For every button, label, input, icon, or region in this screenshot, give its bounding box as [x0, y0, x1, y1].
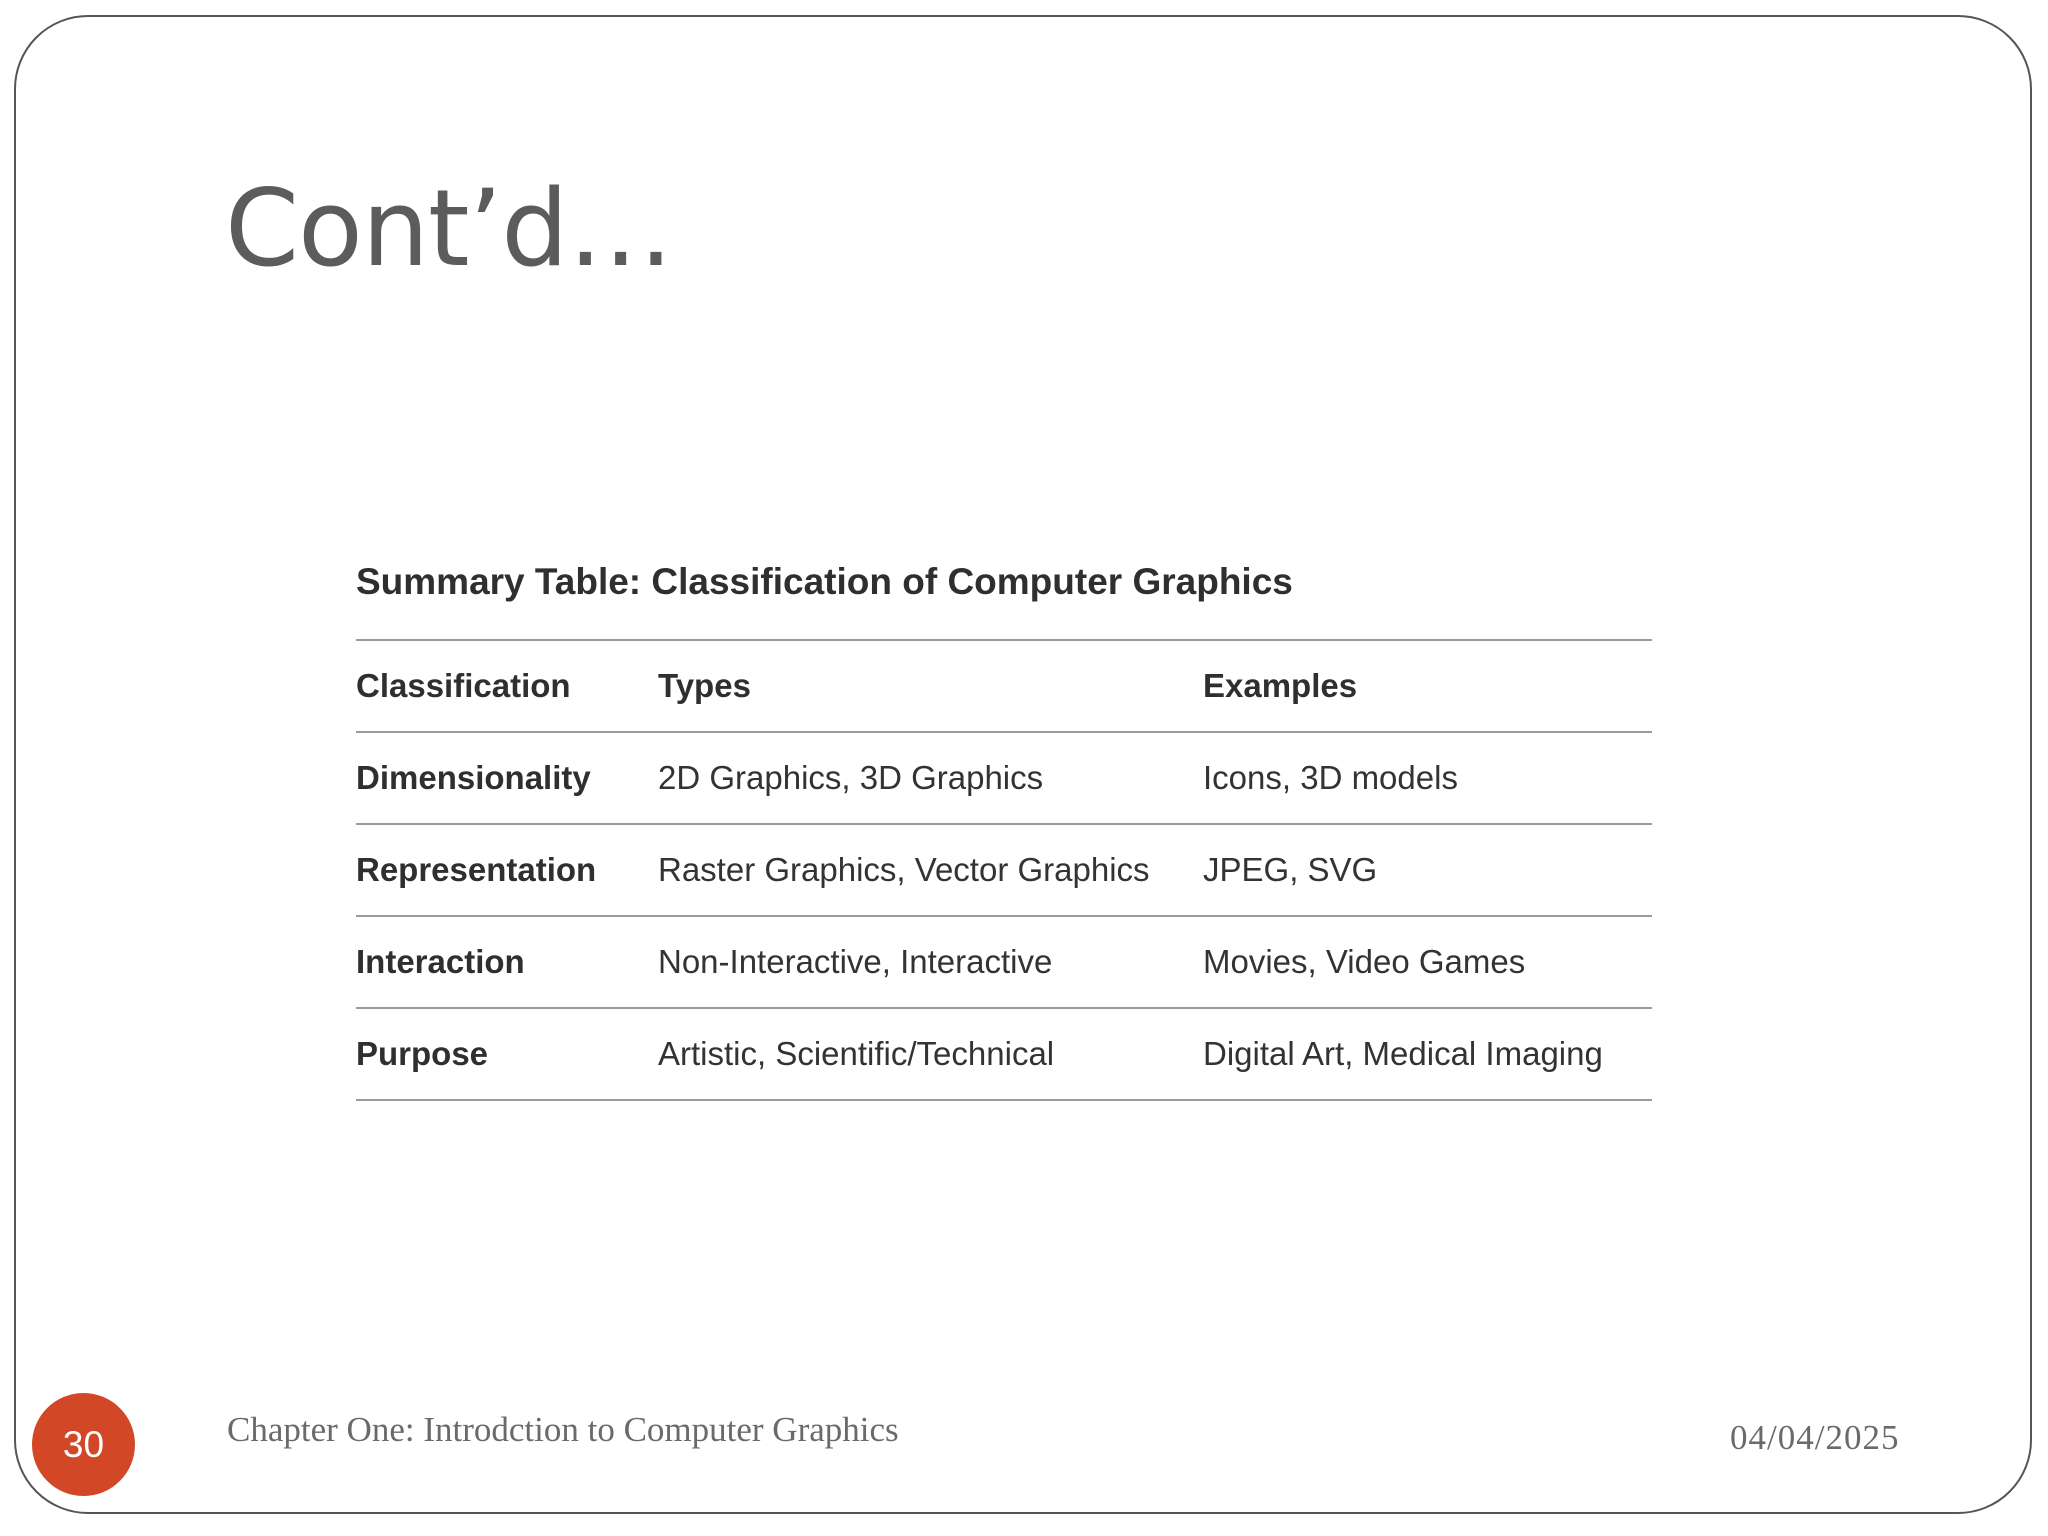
- row-classification-cell: Interaction: [356, 916, 658, 1008]
- summary-table: [356, 639, 1652, 1101]
- table-row: [356, 1008, 1652, 1100]
- row-examples-cell: JPEG, SVG: [1203, 824, 1652, 916]
- row-types-cell: Non-Interactive, Interactive: [658, 916, 1203, 1008]
- header-types: Types: [658, 640, 1203, 732]
- slide-title: Cont’d…: [225, 167, 673, 290]
- row-types-cell: Raster Graphics, Vector Graphics: [658, 824, 1203, 916]
- row-types-cell: Artistic, Scientific/Technical: [658, 1008, 1203, 1100]
- page-number-badge: 30: [32, 1393, 135, 1496]
- row-examples-cell: Movies, Video Games: [1203, 916, 1652, 1008]
- row-classification-cell: Dimensionality: [356, 732, 658, 824]
- table-caption: Summary Table: Classification of Computer Graphics: [356, 561, 1293, 602]
- row-examples-cell: Digital Art, Medical Imaging: [1203, 1008, 1652, 1100]
- footer-chapter-title: Chapter One: Introdction to Computer Graphics: [227, 1410, 899, 1449]
- row-examples-cell: Icons, 3D models: [1203, 732, 1652, 824]
- row-classification-cell: Purpose: [356, 1008, 658, 1100]
- table-row: [356, 824, 1652, 916]
- table-row: [356, 916, 1652, 1008]
- row-classification-cell: Representation: [356, 824, 658, 916]
- header-examples: Examples: [1203, 640, 1652, 732]
- row-types-cell: 2D Graphics, 3D Graphics: [658, 732, 1203, 824]
- table-row: [356, 732, 1652, 824]
- header-classification: Classification: [356, 640, 658, 732]
- footer-date: 04/04/2025: [1730, 1418, 1900, 1457]
- summary-table-block: [356, 555, 1652, 1101]
- table-header-row: [356, 640, 1652, 732]
